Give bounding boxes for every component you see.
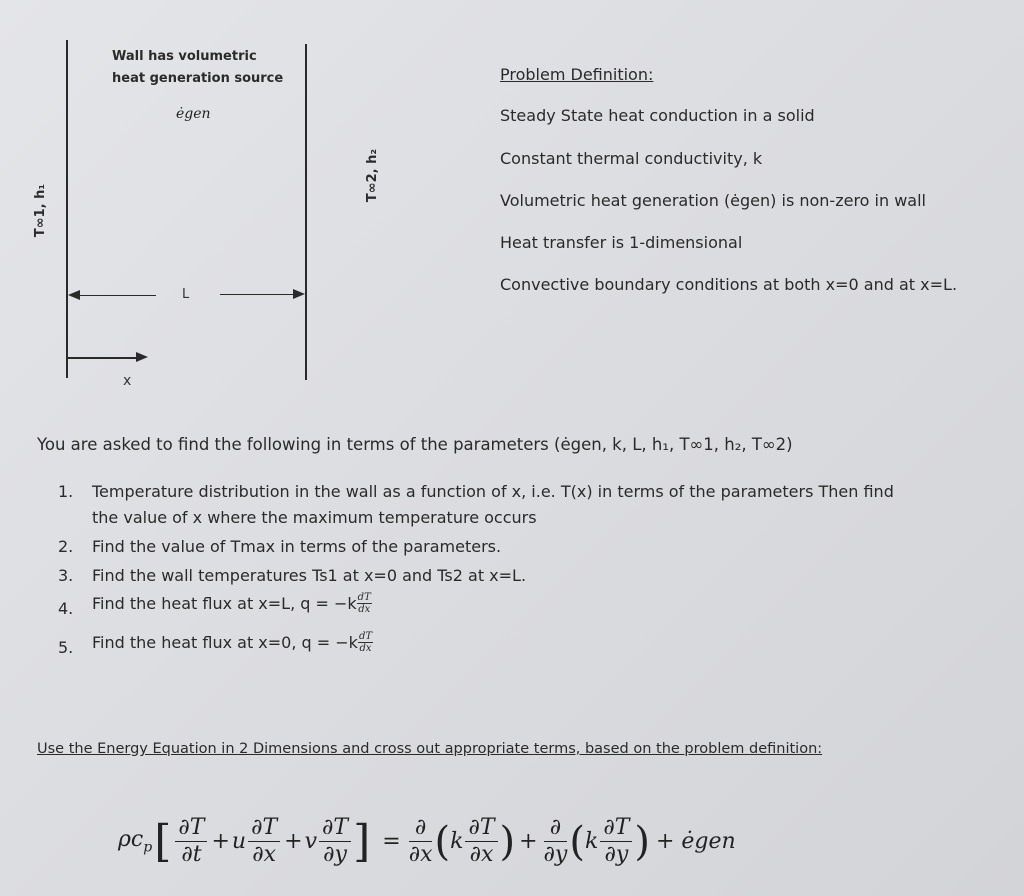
problem-item: Volumetric heat generation (ėgen) is non-zero in wall xyxy=(500,191,926,210)
rho-cp: $\rho c_p$ xyxy=(118,827,153,856)
fraction-denominator: dx xyxy=(358,604,371,615)
question-5-text xyxy=(92,631,373,654)
problem-item: Steady State heat conduction in a solid xyxy=(500,106,815,125)
wall-label-line1: Wall has volumetric xyxy=(112,49,257,64)
problem-item: Convective boundary conditions at both x=0 and at x=L. xyxy=(500,275,958,294)
k-conductivity: k xyxy=(584,829,599,854)
dT-dx-term: ∂T ∂x xyxy=(248,815,280,868)
energy-equation xyxy=(118,815,736,868)
x-label: x xyxy=(123,373,132,389)
question-number: 2. xyxy=(58,537,74,556)
left-bracket-open: [ xyxy=(154,816,172,867)
fraction-denominator: dx xyxy=(359,643,372,654)
x-axis-arrowhead xyxy=(136,352,148,362)
paren-close: ) xyxy=(499,818,516,865)
question-4-fraction xyxy=(357,592,372,615)
equals-sign: = xyxy=(382,829,401,854)
energy-instruction: Use the Energy Equation in 2 Dimensions and cross out appropriate terms, based on the problem definition: xyxy=(37,741,823,757)
dT-dy-inner: ∂T ∂y xyxy=(600,815,632,868)
problem-item: Heat transfer is 1-dimensional xyxy=(500,233,743,252)
problem-item: Constant thermal conductivity, k xyxy=(500,149,763,168)
d-dx-operator: ∂ ∂x xyxy=(408,815,433,867)
question-3-text: Find the wall temperatures Ts1 at x=0 and Ts2 at x=L. xyxy=(92,566,527,585)
plus-sign: + xyxy=(211,829,230,854)
u-velocity: u xyxy=(231,829,247,854)
length-arrow-right xyxy=(220,294,296,295)
v-velocity: v xyxy=(304,829,318,854)
question-number: 4. xyxy=(58,599,74,618)
plus-sign: + xyxy=(519,829,538,854)
problem-heading: Problem Definition: xyxy=(500,65,654,84)
right-wall-line xyxy=(305,44,307,380)
dT-dt-term: ∂T ∂t xyxy=(175,815,207,868)
plus-sign: + xyxy=(284,829,303,854)
fraction-numerator: dT xyxy=(358,631,373,642)
paren-open: ( xyxy=(434,818,451,865)
dT-dy-term: ∂T ∂y xyxy=(319,815,351,868)
fraction-numerator: dT xyxy=(357,592,371,603)
right-boundary-label: T∞2, h₂ xyxy=(365,148,381,202)
length-arrow-left xyxy=(72,295,156,296)
left-bracket-close: ] xyxy=(353,816,371,867)
egen-label: ėgen xyxy=(176,106,211,122)
question-1-line2: the value of x where the maximum temperature occurs xyxy=(92,508,537,527)
egen-term: + ėgen xyxy=(655,829,736,854)
wall-label-line2: heat generation source xyxy=(112,71,284,86)
question-5-label: Find the heat flux at x=0, q = −k xyxy=(92,633,358,652)
questions-intro: You are asked to find the following in terms of the parameters (ėgen, k, L, h₁, T∞1, h₂, T∞2) xyxy=(37,435,793,454)
question-number: 5. xyxy=(58,638,74,657)
question-4-label: Find the heat flux at x=L, q = −k xyxy=(92,594,357,613)
question-4-text xyxy=(92,592,372,615)
left-boundary-label: T∞1, h₁ xyxy=(33,183,49,237)
x-axis-arrow xyxy=(68,357,140,359)
question-5-fraction xyxy=(358,631,373,654)
length-arrowhead-left xyxy=(68,290,80,300)
paren-open: ( xyxy=(569,818,585,865)
paren-close: ) xyxy=(634,818,650,865)
length-label: L xyxy=(182,287,190,302)
question-1-line1: Temperature distribution in the wall as a function of x, i.e. T(x) in terms of the parameters Then find xyxy=(92,482,894,501)
question-number: 3. xyxy=(58,566,74,585)
dT-dx-inner: ∂T ∂x xyxy=(465,815,497,868)
question-number: 1. xyxy=(58,482,74,501)
k-conductivity: k xyxy=(450,829,464,854)
d-dy-operator: ∂ ∂y xyxy=(543,815,568,867)
length-arrowhead-right xyxy=(293,289,305,299)
question-2-text: Find the value of Tmax in terms of the parameters. xyxy=(92,537,502,556)
